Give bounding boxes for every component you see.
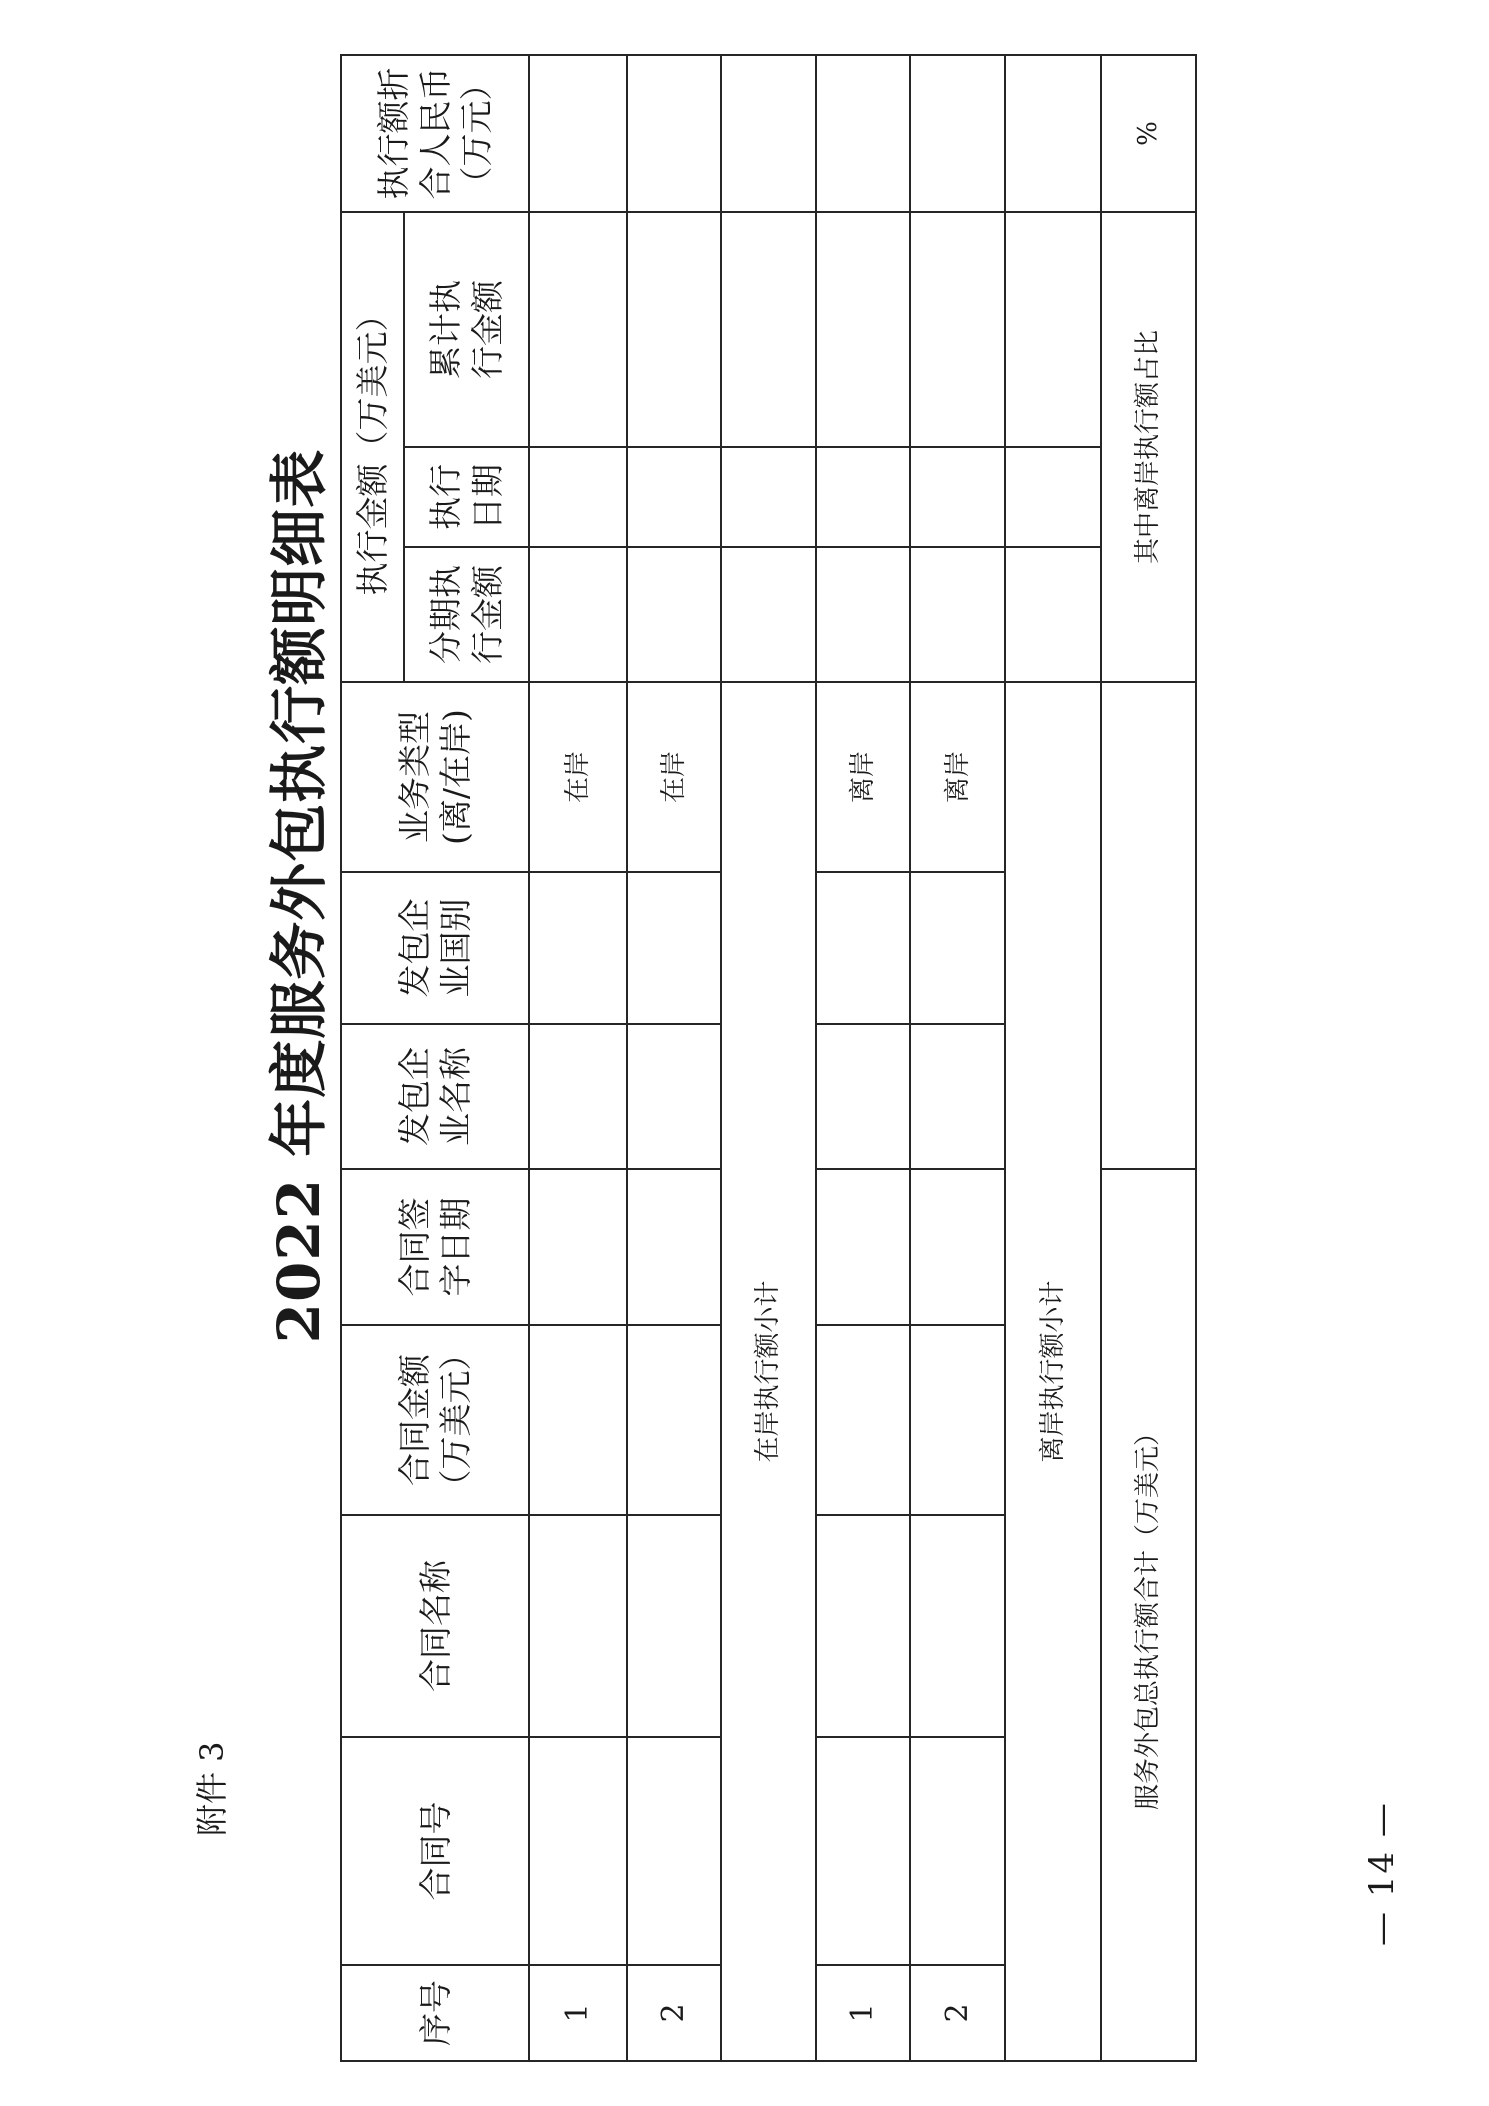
header-rmb-amount: 执行额折 合人民币 （万元） xyxy=(341,55,529,212)
cell-contract-name xyxy=(910,1515,1005,1737)
cell-exec-date xyxy=(627,447,721,547)
cell-cumulative-amount xyxy=(816,212,910,447)
row-seq: 1 xyxy=(816,1965,910,2061)
total-row xyxy=(1101,55,1196,2061)
header-installment-amount: 分期执 行金额 xyxy=(404,547,530,682)
row-seq: 2 xyxy=(910,1965,1005,2061)
cell-installment-amount xyxy=(721,547,816,682)
onshore-subtotal-row xyxy=(721,55,816,2061)
offshore-subtotal-row xyxy=(1005,55,1100,2061)
cell-contract-no xyxy=(816,1737,910,1965)
header-contract-name: 合同名称 xyxy=(341,1515,529,1737)
cell-sign-date xyxy=(910,1169,1005,1325)
cell-contract-amount xyxy=(910,1325,1005,1515)
total-label: 服务外包总执行额合计（万美元） xyxy=(1101,1169,1196,2061)
cell-exec-date xyxy=(910,447,1005,547)
cell-rmb-amount xyxy=(910,55,1005,212)
attachment-label: 附件 3 xyxy=(193,1741,231,1836)
cell-business-type: 离岸 xyxy=(910,682,1005,872)
cell-client-name xyxy=(529,1024,626,1169)
cell-client-name xyxy=(910,1024,1005,1169)
cell-client-country xyxy=(816,872,910,1024)
header-exec-date: 执行 日期 xyxy=(404,447,530,547)
cell-client-country xyxy=(910,872,1005,1024)
header-exec-amount-group: 执行金额（万美元） xyxy=(341,212,404,682)
cell-client-name xyxy=(816,1024,910,1169)
cell-rmb-amount xyxy=(1005,55,1100,212)
offshore-ratio-label: 其中离岸执行额占比 xyxy=(1101,212,1196,682)
page-number: — 14 — xyxy=(1362,1801,1402,1946)
cell-rmb-amount xyxy=(529,55,626,212)
onshore-subtotal-label: 在岸执行额小计 xyxy=(721,682,816,2061)
cell-exec-date xyxy=(1005,447,1100,547)
cell-contract-name xyxy=(627,1515,721,1737)
cell-rmb-amount xyxy=(816,55,910,212)
row-seq: 1 xyxy=(529,1965,626,2061)
cell-cumulative-amount xyxy=(529,212,626,447)
cell-contract-amount xyxy=(529,1325,626,1515)
header-sign-date: 合同签 字日期 xyxy=(341,1169,529,1325)
cell-cumulative-amount xyxy=(1005,212,1100,447)
cell-contract-name xyxy=(529,1515,626,1737)
cell-cumulative-amount xyxy=(627,212,721,447)
execution-detail-table xyxy=(340,54,1197,2062)
offshore-ratio-unit: % xyxy=(1101,55,1196,212)
header-client-country: 发包企 业国别 xyxy=(341,872,529,1024)
header-client-name: 发包企 业名称 xyxy=(341,1024,529,1169)
cell-business-type: 在岸 xyxy=(627,682,721,872)
cell-rmb-amount xyxy=(721,55,816,212)
cell-installment-amount xyxy=(529,547,626,682)
cell-installment-amount xyxy=(627,547,721,682)
table-row xyxy=(529,55,626,2061)
cell-cumulative-amount xyxy=(721,212,816,447)
header-contract-no: 合同号 xyxy=(341,1737,529,1965)
cell-contract-amount xyxy=(627,1325,721,1515)
header-business-type: 业务类型 (离/在岸) xyxy=(341,682,529,872)
header-contract-amount: 合同金额 （万美元） xyxy=(341,1325,529,1515)
offshore-subtotal-label: 离岸执行额小计 xyxy=(1005,682,1100,2061)
cell-installment-amount xyxy=(816,547,910,682)
cell-installment-amount xyxy=(1005,547,1100,682)
cell-client-country xyxy=(627,872,721,1024)
cell-contract-no xyxy=(529,1737,626,1965)
cell-business-type: 在岸 xyxy=(529,682,626,872)
cell-sign-date xyxy=(816,1169,910,1325)
cell-cumulative-amount xyxy=(910,212,1005,447)
table-row xyxy=(910,55,1005,2061)
table-row xyxy=(627,55,721,2061)
cell-client-name xyxy=(627,1024,721,1169)
header-cumulative-amount: 累计执 行金额 xyxy=(404,212,530,447)
cell-exec-date xyxy=(529,447,626,547)
cell-contract-amount xyxy=(816,1325,910,1515)
cell-exec-date xyxy=(816,447,910,547)
cell-contract-no xyxy=(627,1737,721,1965)
cell-exec-date xyxy=(721,447,816,547)
table-title: 2022 年度服务外包执行额明细表 xyxy=(265,448,333,1344)
cell-client-country xyxy=(529,872,626,1024)
cell-business-type: 离岸 xyxy=(816,682,910,872)
total-value xyxy=(1101,682,1196,1169)
cell-contract-no xyxy=(910,1737,1005,1965)
cell-rmb-amount xyxy=(627,55,721,212)
cell-sign-date xyxy=(627,1169,721,1325)
row-seq: 2 xyxy=(627,1965,721,2061)
cell-contract-name xyxy=(816,1515,910,1737)
cell-sign-date xyxy=(529,1169,626,1325)
table-row xyxy=(816,55,910,2061)
header-seq: 序号 xyxy=(341,1965,529,2061)
cell-installment-amount xyxy=(910,547,1005,682)
